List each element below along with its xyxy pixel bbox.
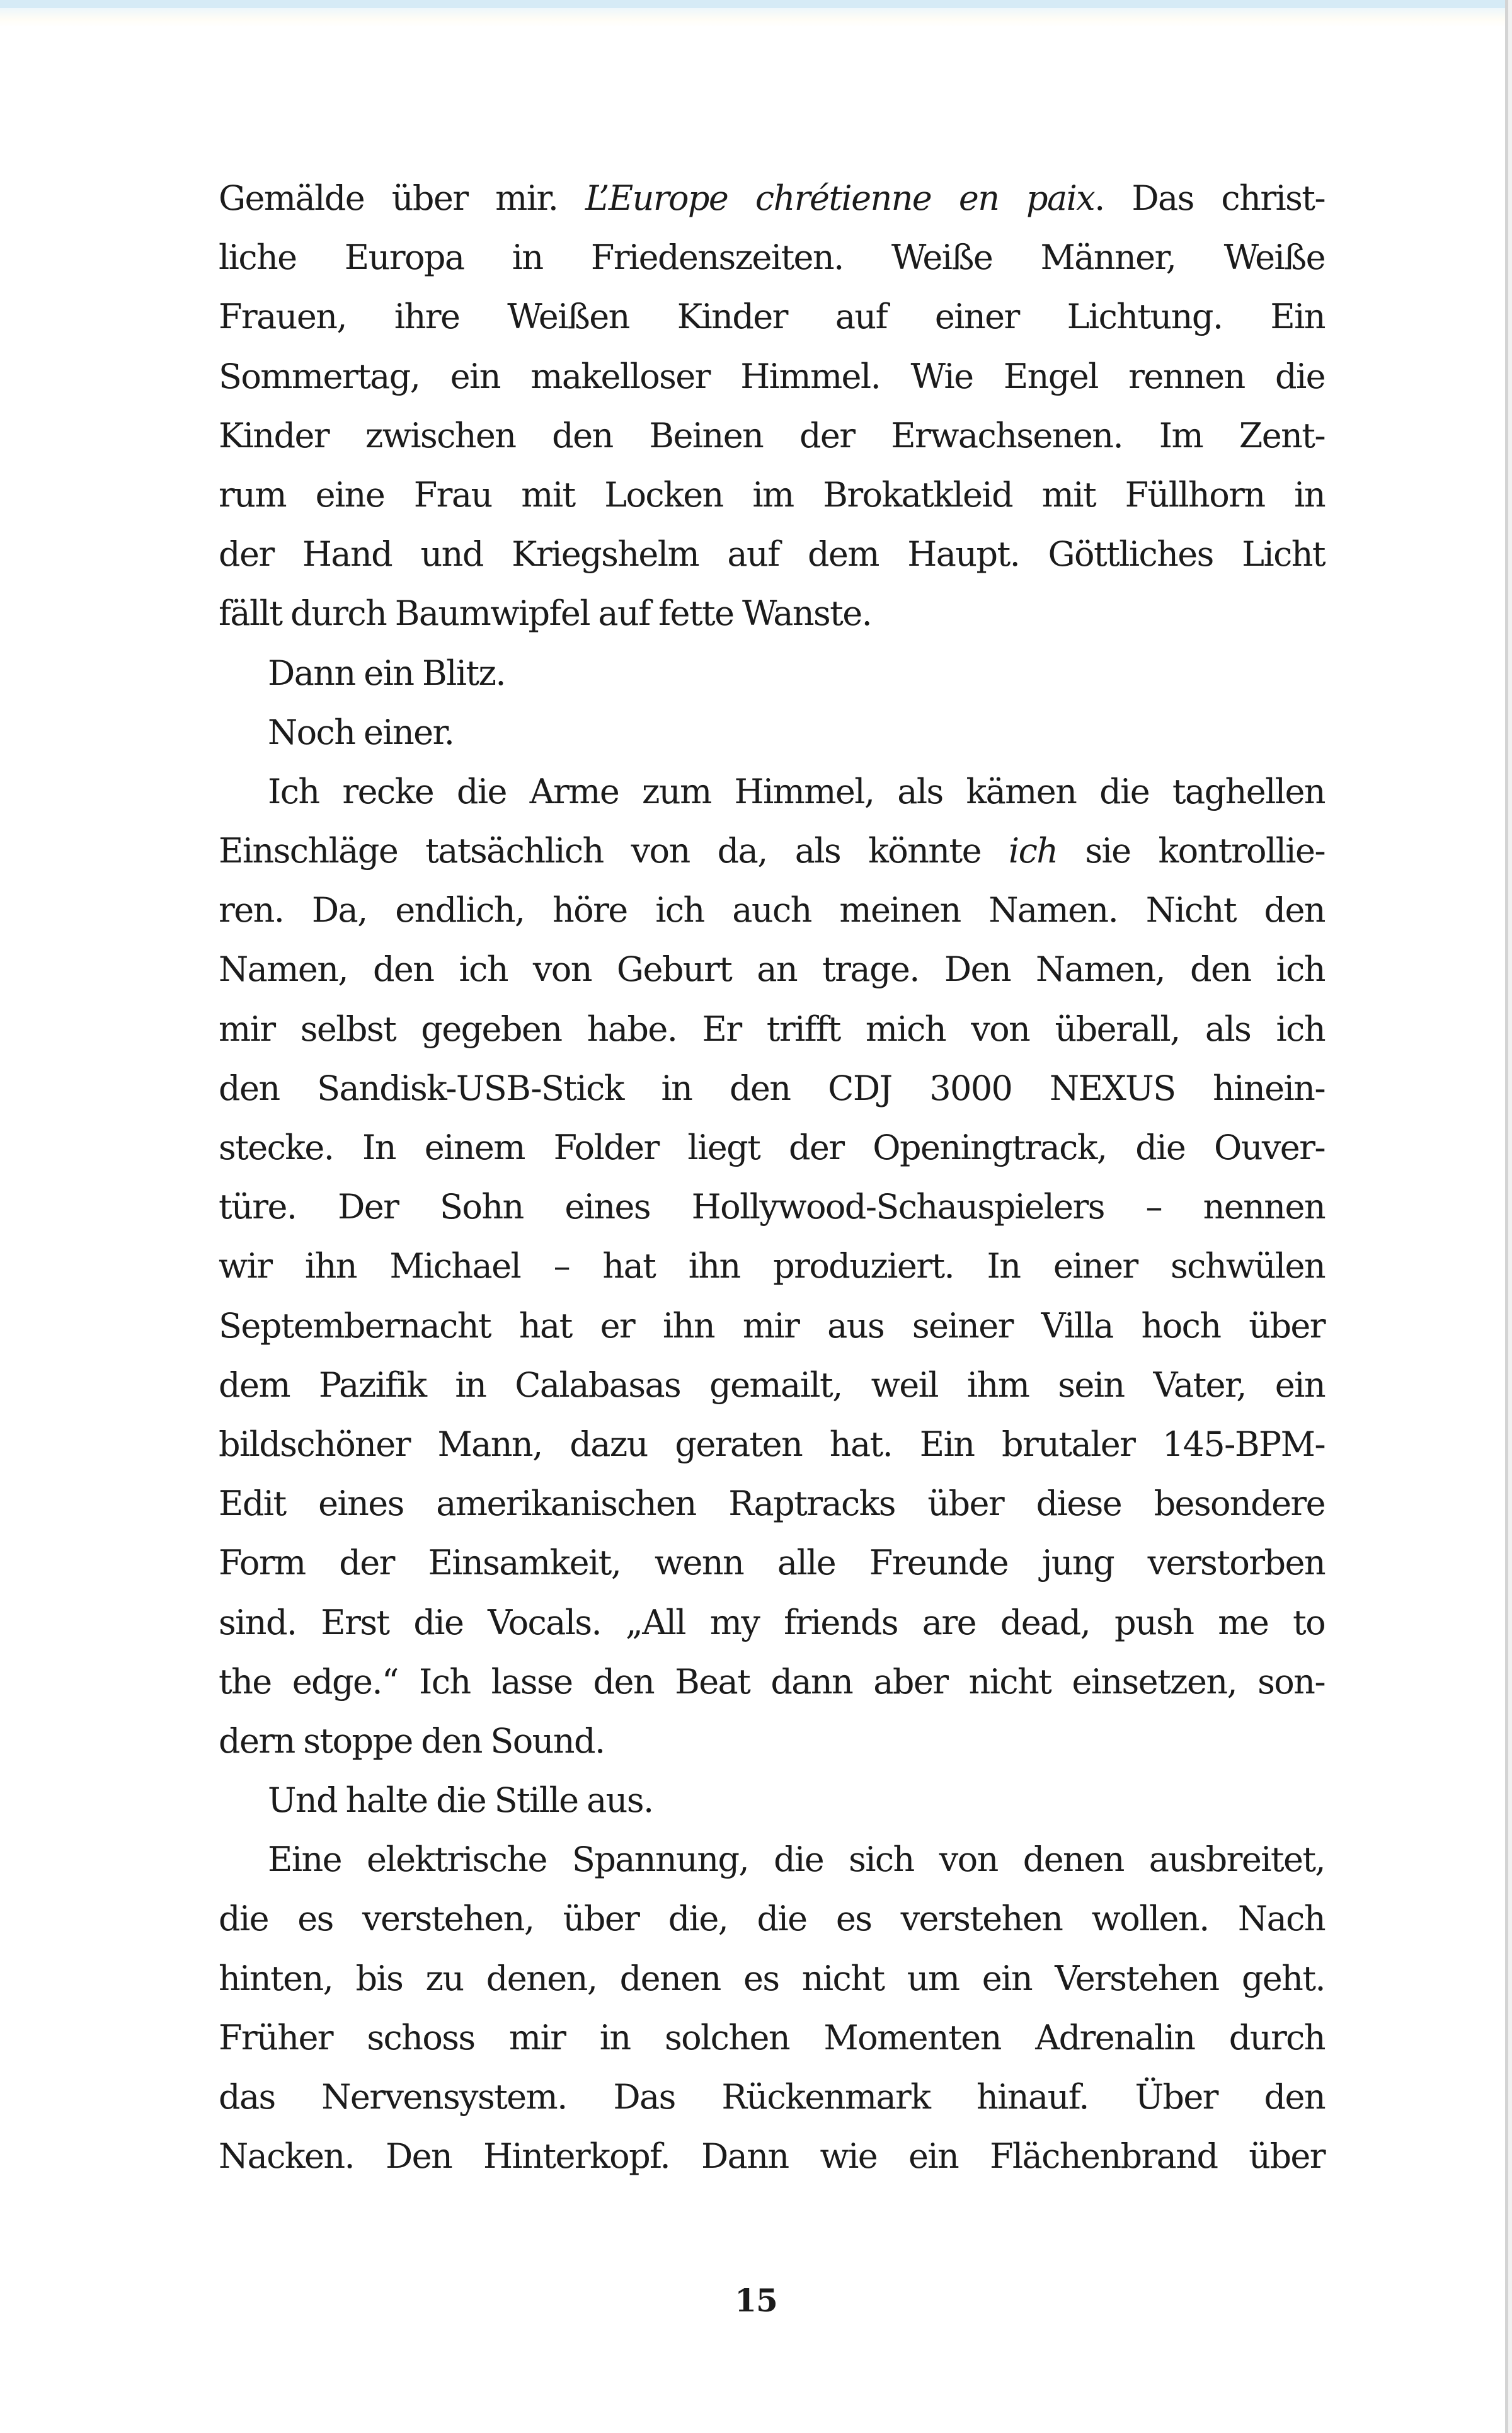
text-line: Dann ein Blitz. — [268, 653, 505, 693]
italic-title: L’Europe chrétienne en paix — [585, 178, 1095, 218]
text-line: das Nervensystem. Das Rückenmark hinauf. Über den — [219, 2077, 1325, 2117]
text-line: liche Europa in Friedenszeiten. Weiße Männer, Weiße — [219, 238, 1325, 278]
text-line: Septembernacht hat er ihn mir aus seiner Villa hoch über — [219, 1305, 1325, 1346]
text-line: hinten, bis zu denen, denen es nicht um ein Verstehen geht. — [219, 1958, 1325, 1998]
viewer-top-band — [0, 0, 1512, 8]
text-line: Kinder zwischen den Beinen der Erwachsenen. Im Zent- — [219, 415, 1325, 455]
text-line: Namen, den ich von Geburt an trage. Den Namen, den ich — [219, 949, 1325, 990]
viewer-right-margin — [1508, 0, 1512, 2433]
text-line: the edge.“ Ich lasse den Beat dann aber nicht einsetzen, son- — [219, 1661, 1325, 1702]
text-line: mir selbst gegeben habe. Er trifft mich von überall, als ich — [219, 1009, 1325, 1049]
text-line: den Sandisk-USB-Stick in den CDJ 3000 NEXUS hinein- — [219, 1068, 1325, 1108]
text-line: Noch einer. — [268, 712, 454, 752]
text-line: ren. Da, endlich, höre ich auch meinen Namen. Nicht den — [219, 890, 1325, 930]
italic-emphasis: ich — [1008, 831, 1058, 871]
text-line: Ich recke die Arme zum Himmel, als kämen die taghellen — [268, 771, 1325, 811]
book-page-text — [219, 169, 1325, 2186]
text-line: Und halte die Stille aus. — [268, 1780, 653, 1821]
text-line: die es verstehen, über die, die es verstehen wollen. Nach — [219, 1899, 1325, 1939]
text-line: der Hand und Kriegshelm auf dem Haupt. Göttliches Licht — [219, 534, 1325, 575]
text-line: rum eine Frau mit Locken im Brokatkleid mit Füllhorn in — [219, 474, 1325, 515]
text-line: dern stoppe den Sound. — [219, 1720, 605, 1761]
text-line: Nacken. Den Hinterkopf. Dann wie ein Flächenbrand über — [219, 2136, 1325, 2177]
text-line: Einschläge tatsächlich von da, als könnte ich sie kontrollie- — [219, 831, 1325, 871]
text-line: Edit eines amerikanischen Raptracks über diese besondere — [219, 1484, 1325, 1524]
text-line: Früher schoss mir in solchen Momenten Adrenalin durch — [219, 2017, 1325, 2058]
text-line: fällt durch Baumwipfel auf fette Wanste. — [219, 593, 872, 634]
text-line: Frauen, ihre Weißen Kinder auf einer Lichtung. Ein — [219, 297, 1325, 337]
text-line: dem Pazifik in Calabasas gemailt, weil ihm sein Vater, ein — [219, 1365, 1325, 1405]
text-line: Form der Einsamkeit, wenn alle Freunde jung verstorben — [219, 1543, 1325, 1583]
text-line: Eine elektrische Spannung, die sich von denen ausbreitet, — [268, 1840, 1325, 1880]
text-line: Sommertag, ein makelloser Himmel. Wie Engel rennen die — [219, 356, 1325, 396]
viewer-top-shadow — [0, 8, 1512, 27]
text-line: bildschöner Mann, dazu geraten hat. Ein brutaler 145-BPM- — [219, 1424, 1325, 1464]
text-line: Gemälde über mir. L’Europe chrétienne en paix. Das christ- — [219, 178, 1325, 218]
text-line: türe. Der Sohn eines Hollywood-Schauspielers – nennen — [219, 1187, 1325, 1227]
text-line: sind. Erst die Vocals. „All my friends are dead, push me to — [219, 1602, 1325, 1642]
text-line: wir ihn Michael – hat ihn produziert. In einer schwülen — [219, 1246, 1325, 1286]
page-number: 15 — [735, 2282, 777, 2319]
text-line: stecke. In einem Folder liegt der Openingtrack, die Ouver- — [219, 1128, 1325, 1167]
